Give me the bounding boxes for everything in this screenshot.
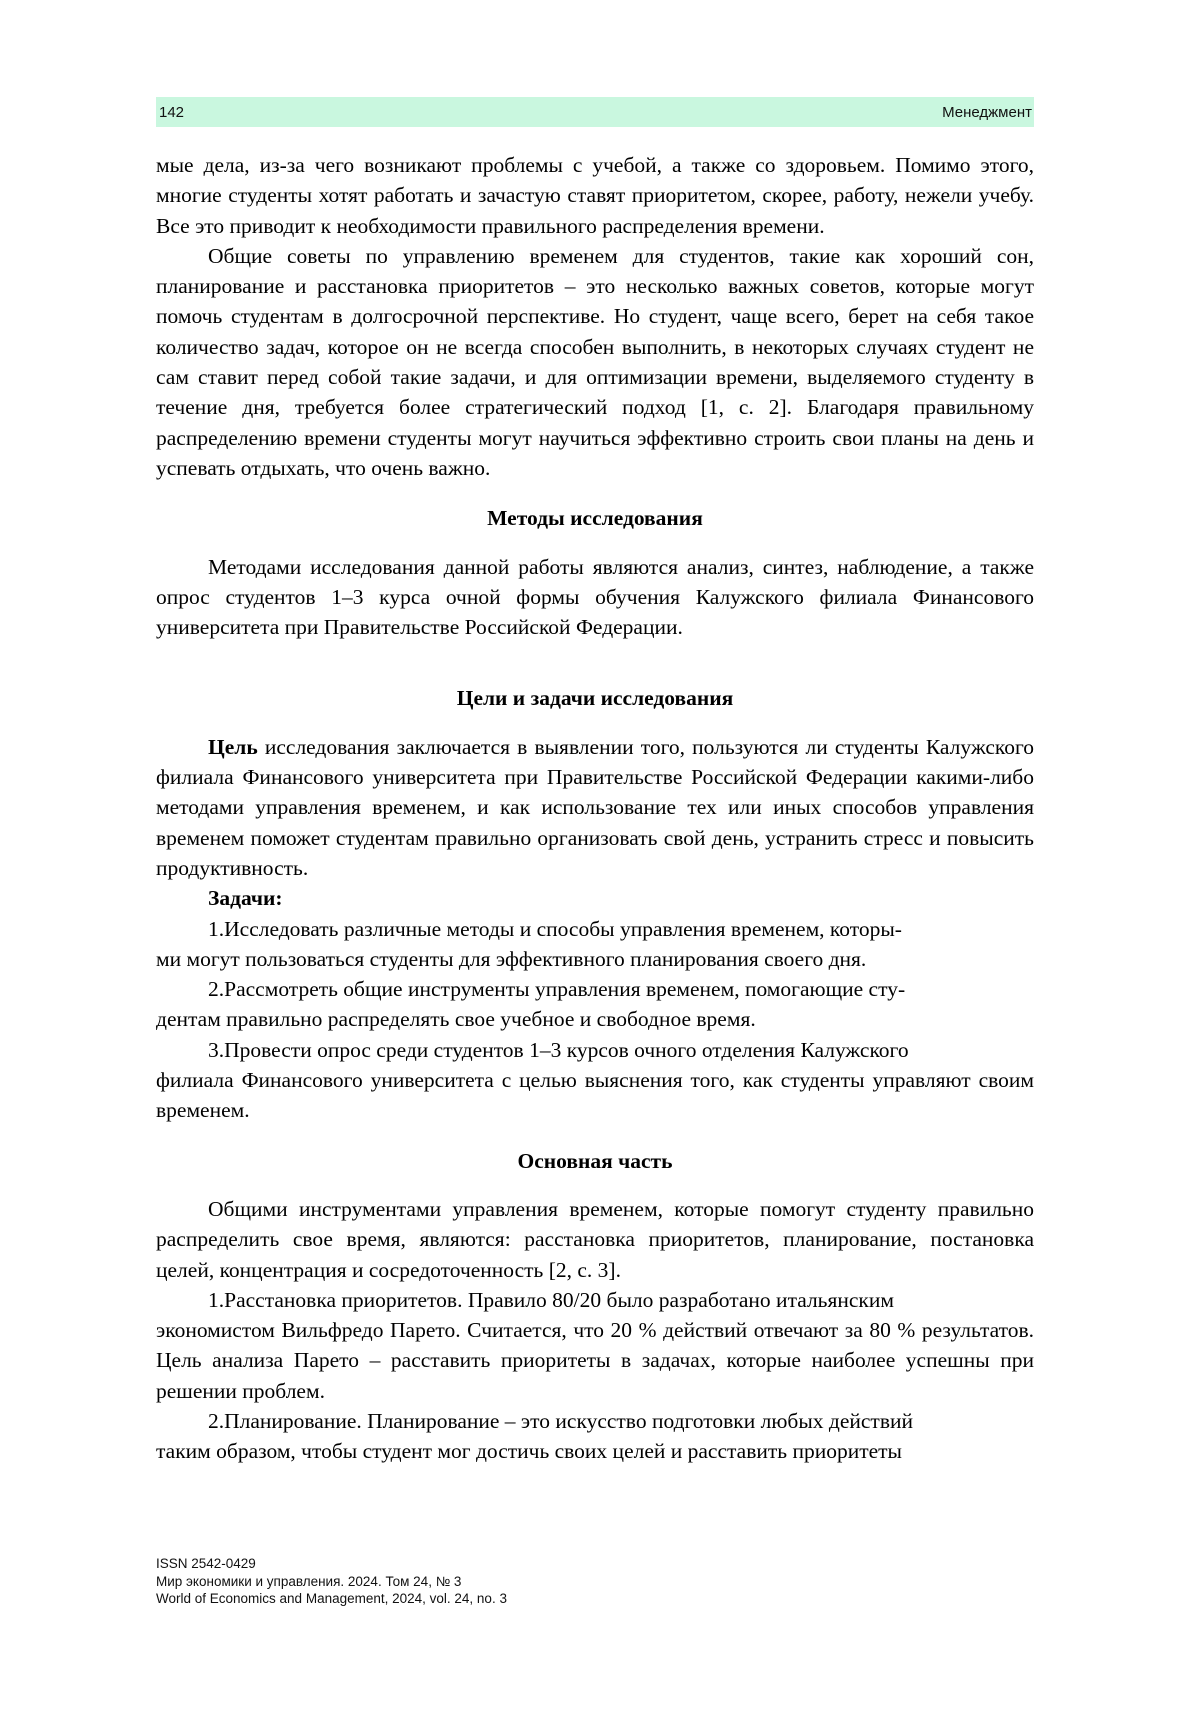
task-text: Рассмотреть общие инструменты управления временем, помогающие сту- xyxy=(224,977,906,1002)
task-item-continued: филиала Финансового университета с целью выяснения того, как студенты управляют своим временем. xyxy=(156,1068,1034,1123)
journal-footer xyxy=(156,1555,507,1608)
issn: ISSN 2542-0429 xyxy=(156,1556,256,1571)
heading-methods: Методы исследования xyxy=(487,506,703,531)
task-item-continued: ми могут пользоваться студенты для эффективного планирования своего дня. xyxy=(156,946,867,971)
item-number: 1. xyxy=(208,1287,225,1312)
task-text: Провести опрос среди студентов 1–3 курсов очного отделения Калужского xyxy=(224,1037,909,1062)
list-item xyxy=(156,1285,1034,1315)
article-body xyxy=(156,150,1034,1467)
task-number: 1. xyxy=(208,916,225,941)
task-item xyxy=(156,914,1034,944)
paragraph-methods: Методами исследования данной работы являются анализ, синтез, наблюдение, а также опрос студентов 1–3 курса очной формы обучения Калужского филиала Финансового университета при Правительстве Российской Федерации. xyxy=(156,554,1034,640)
running-header xyxy=(156,97,1034,127)
task-number: 2. xyxy=(208,977,225,1002)
list-item xyxy=(156,1406,1034,1436)
heading-main: Основная часть xyxy=(517,1148,673,1173)
paragraph-goal xyxy=(156,732,1034,883)
item-text: Планирование. Планирование – это искусство подготовки любых действий xyxy=(224,1408,913,1433)
goal-text: исследования заключается в выявлении того, пользуются ли студенты Калужского филиала Финансового университета при Правительстве Российской Федерации какими-либо методами управления временем, и как использование тех или иных способов управления временем поможет студентам правильно организовать свой день, устранить стресс и повысить продуктивность. xyxy=(156,734,1034,880)
list-item-continued: таким образом, чтобы студент мог достичь своих целей и расставить приоритеты xyxy=(156,1439,903,1464)
goal-label: Цель xyxy=(208,734,258,759)
section-title: Менеджмент xyxy=(942,103,1032,121)
tasks-label: Задачи: xyxy=(208,886,283,911)
task-item xyxy=(156,1035,1034,1065)
paragraph-main: Общими инструментами управления временем, которые помогут студенту правильно распределить свое время, являются: расстановка приоритетов, планирование, постановка целей, концентрация и сосредоточенность [2, с. 3]. xyxy=(156,1196,1034,1282)
task-item xyxy=(156,974,1034,1004)
journal-citation-ru: Мир экономики и управления. 2024. Том 24, № 3 xyxy=(156,1573,462,1589)
task-text: Исследовать различные методы и способы управления временем, которы- xyxy=(224,916,902,941)
task-number: 3. xyxy=(208,1037,225,1062)
item-text: Расстановка приоритетов. Правило 80/20 было разработано итальянским xyxy=(224,1287,894,1312)
page-number: 142 xyxy=(159,103,185,121)
paragraph-advice: Общие советы по управлению временем для студентов, такие как хороший сон, планирование и расстановка приоритетов – это несколько важных советов, которые могут помочь студентам в долгосрочной перспективе. Но студент, чаще всего, берет на себя такое количество задач, которое он не всегда способен выполнить, в некоторых случаях студент не сам ставит перед собой такие задачи, и для оптимизации времени, выделяемого студенту в течение дня, требуется более стратегический подход [1, с. 2]. Благодаря правильному распределению времени студенты могут научиться эффективно строить свои планы на день и успевать отдыхать, что очень важно. xyxy=(156,243,1034,480)
task-item-continued: дентам правильно распределять свое учебное и свободное время. xyxy=(156,1007,756,1032)
journal-citation-en: World of Economics and Management, 2024, vol. 24, no. 3 xyxy=(156,1591,507,1606)
heading-goals: Цели и задачи исследования xyxy=(456,686,734,711)
list-item-continued: экономистом Вильфредо Парето. Считается, что 20 % действий отвечают за 80 % результатов. Цель анализа Парето – расставить приоритеты в задачах, которые наиболее успешны при решении проблем. xyxy=(156,1318,1034,1403)
paragraph-intro: мые дела, из-за чего возникают проблемы с учебой, а также со здоровьем. Помимо этого, многие студенты хотят работать и зачастую ставят приоритетом, скорее, работу, нежели учебу. Все это приводит к необходимости правильного распределения времени. xyxy=(156,153,1034,238)
item-number: 2. xyxy=(208,1408,225,1433)
